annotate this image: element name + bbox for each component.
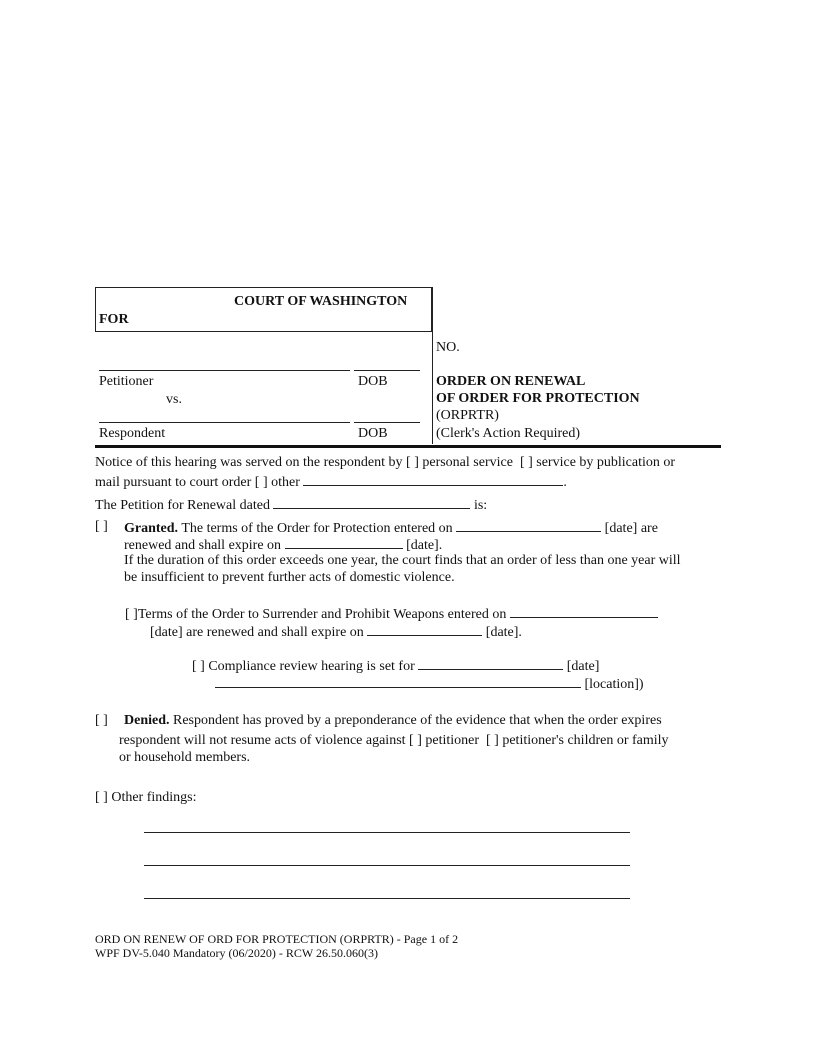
denied-text-2a: respondent will not resume acts of violence against	[119, 733, 406, 748]
weapons-text-2b: [date].	[485, 625, 522, 640]
publication-label: service by publication or	[536, 455, 676, 470]
case-number-label: NO.	[436, 340, 460, 355]
document-code: (ORPRTR)	[436, 408, 499, 423]
petitioner-label: Petitioner	[99, 374, 154, 389]
notice-line-2	[95, 473, 567, 491]
respondent-name-field[interactable]	[99, 422, 350, 423]
petitioner-dob-field[interactable]	[354, 370, 420, 371]
weapons-expire-date-field[interactable]	[367, 623, 482, 636]
granted-line-3: If the duration of this order exceeds one year, the court finds that an order of less than one year will	[124, 553, 681, 568]
notice-period: .	[563, 475, 567, 490]
petition-suffix: is:	[473, 498, 488, 513]
granted-line-2	[124, 536, 442, 554]
weapons-line-2	[150, 623, 522, 641]
weapons-checkbox[interactable]: [ ]	[125, 607, 138, 622]
denied-text-1: Respondent has proved by a preponderance of the evidence that when the order expires	[173, 713, 662, 728]
granted-text-1: The terms of the Order for Protection entered on	[181, 521, 453, 536]
granted-entered-date-field[interactable]	[456, 519, 601, 532]
denied-children-label: petitioner's children or family	[502, 733, 669, 748]
vs-label: vs.	[166, 392, 182, 407]
denied-petitioner-label: petitioner	[425, 733, 480, 748]
other-findings-field-3[interactable]	[144, 898, 630, 899]
compliance-checkbox[interactable]: [ ]	[192, 659, 205, 674]
petition-line	[95, 496, 487, 514]
granted-line-1	[124, 519, 658, 537]
petition-prefix: The Petition for Renewal dated	[95, 498, 270, 513]
weapons-text-1: Terms of the Order to Surrender and Prohibit Weapons entered on	[137, 607, 507, 622]
notice-text: Notice of this hearing was served on the respondent by	[95, 455, 403, 470]
other-findings-field-1[interactable]	[144, 832, 630, 833]
notice-line-1	[95, 455, 675, 471]
compliance-location-field[interactable]	[215, 675, 581, 688]
personal-service-checkbox[interactable]: [ ]	[406, 455, 419, 470]
respondent-dob-label: DOB	[358, 426, 388, 441]
petitioner-name-field[interactable]	[99, 370, 350, 371]
granted-expire-date-field[interactable]	[285, 536, 403, 549]
denied-line-1	[124, 713, 662, 729]
compliance-line-1	[192, 657, 599, 675]
document-title-line2: OF ORDER FOR PROTECTION	[436, 391, 640, 406]
granted-label: Granted.	[124, 521, 179, 536]
denied-children-checkbox[interactable]: [ ]	[486, 733, 499, 748]
weapons-line-1	[125, 605, 658, 623]
denied-checkbox[interactable]: [ ]	[95, 713, 108, 728]
compliance-text: Compliance review hearing is set for	[208, 659, 415, 674]
granted-line-4: be insufficient to prevent further acts of domestic violence.	[124, 570, 455, 585]
granted-checkbox[interactable]: [ ]	[95, 519, 108, 534]
footer-form-title: ORD ON RENEW OF ORD FOR PROTECTION (ORPRTR) - Page 1 of 2	[95, 932, 459, 946]
denied-line-2	[119, 733, 669, 749]
other-service-label: other	[271, 475, 300, 490]
document-title-line1: ORDER ON RENEWAL	[436, 374, 586, 389]
other-findings-label: Other findings:	[111, 790, 197, 805]
footer-form-number: WPF DV-5.040 Mandatory (06/2020) - RCW 26.50.060(3)	[95, 946, 378, 960]
granted-text-2: renewed and shall expire on	[124, 538, 282, 553]
other-findings-line	[95, 790, 196, 806]
personal-service-label: personal service	[422, 455, 513, 470]
denied-line-3: or household members.	[119, 750, 251, 765]
other-findings-checkbox[interactable]: [ ]	[95, 790, 108, 805]
petitioner-dob-label: DOB	[358, 374, 388, 389]
granted-date-period: [date].	[406, 538, 443, 553]
petition-date-field[interactable]	[273, 496, 470, 509]
caption-bottom-rule	[95, 445, 721, 448]
court-order-text: mail pursuant to court order	[95, 475, 252, 490]
weapons-entered-date-field[interactable]	[510, 605, 658, 618]
denied-label: Denied.	[124, 713, 170, 728]
compliance-date-field[interactable]	[418, 657, 563, 670]
other-service-field[interactable]	[303, 473, 563, 486]
for-label: FOR	[99, 312, 129, 327]
denied-petitioner-checkbox[interactable]: [ ]	[409, 733, 422, 748]
granted-date-are: [date] are	[604, 521, 658, 536]
compliance-date-label: [date]	[566, 659, 600, 674]
weapons-text-2a: [date] are renewed and shall expire on	[150, 625, 364, 640]
compliance-location-label: [location])	[584, 677, 644, 692]
publication-checkbox[interactable]: [ ]	[519, 455, 533, 470]
other-findings-field-2[interactable]	[144, 865, 630, 866]
other-service-checkbox[interactable]: [ ]	[254, 475, 268, 490]
clerk-action-note: (Clerk's Action Required)	[436, 426, 581, 441]
compliance-line-2	[215, 675, 644, 693]
court-label: COURT OF WASHINGTON	[234, 294, 408, 309]
respondent-dob-field[interactable]	[354, 422, 420, 423]
caption-divider	[432, 287, 433, 444]
respondent-label: Respondent	[99, 426, 166, 441]
